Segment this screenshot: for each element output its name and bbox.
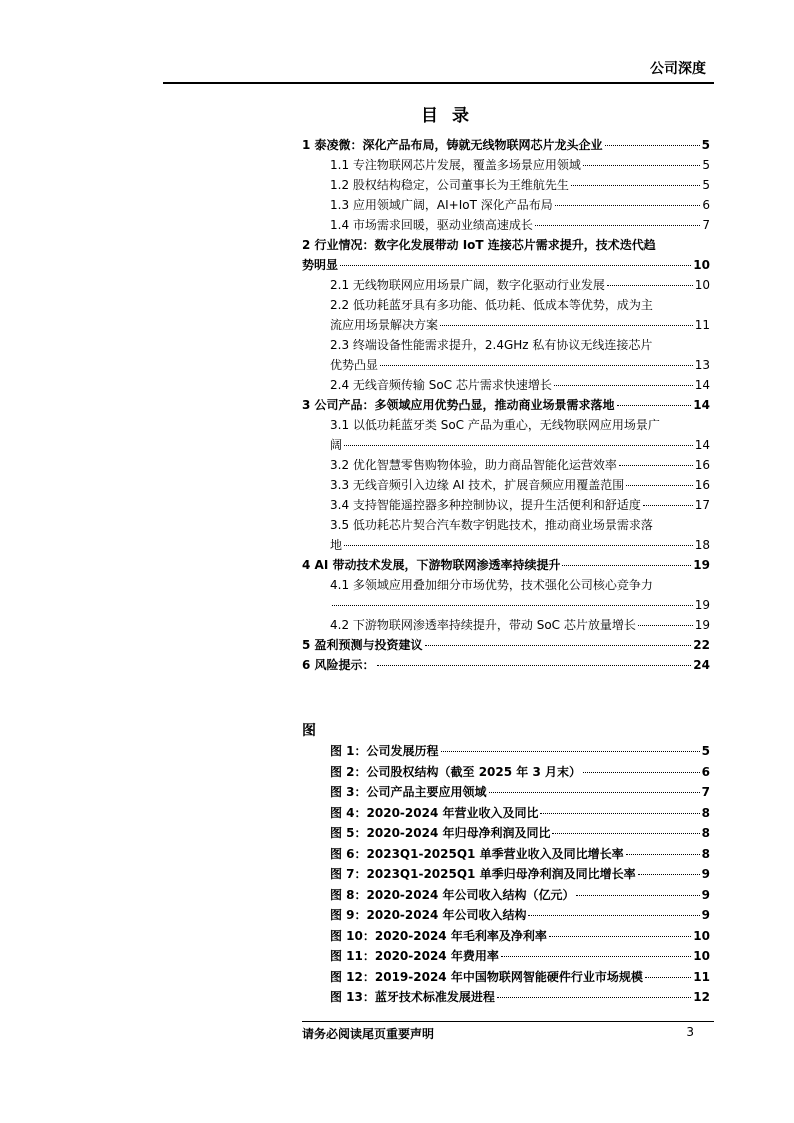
page-number-footer: 3 bbox=[686, 1025, 694, 1039]
page-number: 8 bbox=[701, 846, 710, 861]
toc-entry-6[interactable]: 6 风险提示： 24 bbox=[302, 655, 710, 675]
page-number: 10 bbox=[694, 278, 710, 292]
toc-entry-1-1[interactable]: 1.1 专注物联网芯片发展，覆盖多场景应用领域 5 bbox=[302, 155, 710, 175]
page-number: 11 bbox=[693, 969, 710, 984]
toc-entry-1-3[interactable]: 1.3 应用领域广阔，AI+IoT 深化产品布局 6 bbox=[302, 195, 710, 215]
footer-divider bbox=[302, 1021, 714, 1022]
figure-entry-2[interactable]: 图 2：公司股权结构（截至 2025 年 3 月末） 6 bbox=[330, 762, 710, 783]
page-number: 16 bbox=[694, 478, 710, 492]
toc-entry-2-4[interactable]: 2.4 无线音频传输 SoC 芯片需求快速增长 14 bbox=[302, 375, 710, 395]
toc-entry-1-4[interactable]: 1.4 市场需求回暖，驱动业绩高速成长 7 bbox=[302, 215, 710, 235]
figure-entry-1[interactable]: 图 1：公司发展历程 5 bbox=[330, 741, 710, 762]
page-number: 12 bbox=[693, 990, 710, 1004]
toc-entry-1[interactable]: 1 泰凌微：深化产品布局，铸就无线物联网芯片龙头企业 5 bbox=[302, 135, 710, 155]
toc-entry-3-3[interactable]: 3.3 无线音频引入边缘 AI 技术，扩展音频应用覆盖范围 16 bbox=[302, 475, 710, 495]
figure-entry-8[interactable]: 图 8：2020-2024 年公司收入结构（亿元） 9 bbox=[330, 885, 710, 906]
figure-entry-9[interactable]: 图 9：2020-2024 年公司收入结构 9 bbox=[330, 905, 710, 926]
figure-entry-12[interactable]: 图 12：2019-2024 年中国物联网智能硬件行业市场规模 11 bbox=[330, 967, 710, 988]
toc-entry-1-2[interactable]: 1.2 股权结构稳定，公司董事长为王维航先生 5 bbox=[302, 175, 710, 195]
toc-entry-3-4[interactable]: 3.4 支持智能遥控器多种控制协议，提升生活便利和舒适度 17 bbox=[302, 495, 710, 515]
page-number: 13 bbox=[694, 358, 710, 372]
page-number: 18 bbox=[694, 538, 710, 552]
toc-entry-3[interactable]: 3 公司产品：多领域应用优势凸显，推动商业场景需求落地 14 bbox=[302, 395, 710, 415]
page-number: 14 bbox=[694, 378, 710, 392]
toc-entry-5[interactable]: 5 盈利预测与投资建议 22 bbox=[302, 635, 710, 655]
page-number: 22 bbox=[693, 638, 710, 652]
page-number: 5 bbox=[702, 178, 710, 192]
page-number: 14 bbox=[694, 438, 710, 452]
report-type-tag: 公司深度 bbox=[650, 61, 706, 77]
toc-title: 目 录 bbox=[421, 106, 473, 126]
page-number: 7 bbox=[702, 218, 710, 232]
figure-list bbox=[330, 741, 710, 1008]
page-number: 16 bbox=[694, 458, 710, 472]
figure-entry-4[interactable]: 图 4：2020-2024 年营业收入及同比 8 bbox=[330, 803, 710, 824]
table-of-contents bbox=[302, 135, 710, 675]
figure-entry-7[interactable]: 图 7：2023Q1-2025Q1 单季归母净利润及同比增长率 9 bbox=[330, 864, 710, 885]
page-number: 14 bbox=[693, 398, 710, 412]
toc-entry-3-1[interactable]: 3.1 以低功耗蓝牙类 SoC 产品为重心，无线物联网应用场景广 阔 14 bbox=[302, 415, 710, 455]
page-number: 5 bbox=[701, 744, 710, 758]
toc-entry-2[interactable]: 2 行业情况：数字化发展带动 IoT 连接芯片需求提升，技术迭代趋 势明显 10 bbox=[302, 235, 710, 275]
page-number: 24 bbox=[693, 658, 710, 672]
page-number: 19 bbox=[693, 558, 710, 572]
header-divider bbox=[163, 82, 714, 84]
page-number: 11 bbox=[694, 318, 710, 332]
toc-entry-4-2[interactable]: 4.2 下游物联网渗透率持续提升，带动 SoC 芯片放量增长 19 bbox=[302, 615, 710, 635]
page-number: 10 bbox=[693, 258, 710, 272]
page-number: 10 bbox=[693, 949, 710, 963]
page-number: 8 bbox=[701, 805, 710, 820]
figure-entry-3[interactable]: 图 3：公司产品主要应用领域 7 bbox=[330, 782, 710, 803]
page-number: 8 bbox=[701, 826, 710, 840]
toc-entry-3-2[interactable]: 3.2 优化智慧零售购物体验，助力商品智能化运营效率 16 bbox=[302, 455, 710, 475]
figure-entry-11[interactable]: 图 11：2020-2024 年费用率 10 bbox=[330, 946, 710, 967]
toc-entry-2-3[interactable]: 2.3 终端设备性能需求提升，2.4GHz 私有协议无线连接芯片 优势凸显 13 bbox=[302, 335, 710, 375]
page-number: 19 bbox=[694, 618, 710, 632]
page-number: 9 bbox=[701, 908, 710, 922]
page-number: 9 bbox=[701, 887, 710, 902]
figure-entry-5[interactable]: 图 5：2020-2024 年归母净利润及同比 8 bbox=[330, 823, 710, 844]
figure-list-heading: 图 bbox=[302, 723, 316, 739]
page-number: 6 bbox=[701, 764, 710, 779]
page-number: 19 bbox=[694, 598, 710, 612]
figure-entry-10[interactable]: 图 10：2020-2024 年毛利率及净利率 10 bbox=[330, 926, 710, 947]
toc-entry-3-5[interactable]: 3.5 低功耗芯片契合汽车数字钥匙技术，推动商业场景需求落 地 18 bbox=[302, 515, 710, 555]
toc-entry-2-2[interactable]: 2.2 低功耗蓝牙具有多功能、低功耗、低成本等优势，成为主 流应用场景解决方案 11 bbox=[302, 295, 710, 335]
page-number: 10 bbox=[693, 928, 710, 943]
page-number: 5 bbox=[702, 158, 710, 172]
page-number: 17 bbox=[694, 498, 710, 512]
page-number: 7 bbox=[701, 785, 710, 799]
page-number: 6 bbox=[702, 198, 710, 212]
toc-entry-4-1[interactable]: 4.1 多领域应用叠加细分市场优势，技术强化公司核心竞争力 19 bbox=[302, 575, 710, 615]
toc-entry-4[interactable]: 4 AI 带动技术发展，下游物联网渗透率持续提升 19 bbox=[302, 555, 710, 575]
figure-entry-6[interactable]: 图 6：2023Q1-2025Q1 单季营业收入及同比增长率 8 bbox=[330, 844, 710, 865]
figure-entry-13[interactable]: 图 13：蓝牙技术标准发展进程 12 bbox=[330, 987, 710, 1008]
page-number: 5 bbox=[701, 138, 710, 152]
disclaimer-notice: 请务必阅读尾页重要声明 bbox=[302, 1027, 435, 1041]
toc-entry-2-1[interactable]: 2.1 无线物联网应用场景广阔，数字化驱动行业发展 10 bbox=[302, 275, 710, 295]
page-number: 9 bbox=[701, 867, 710, 881]
